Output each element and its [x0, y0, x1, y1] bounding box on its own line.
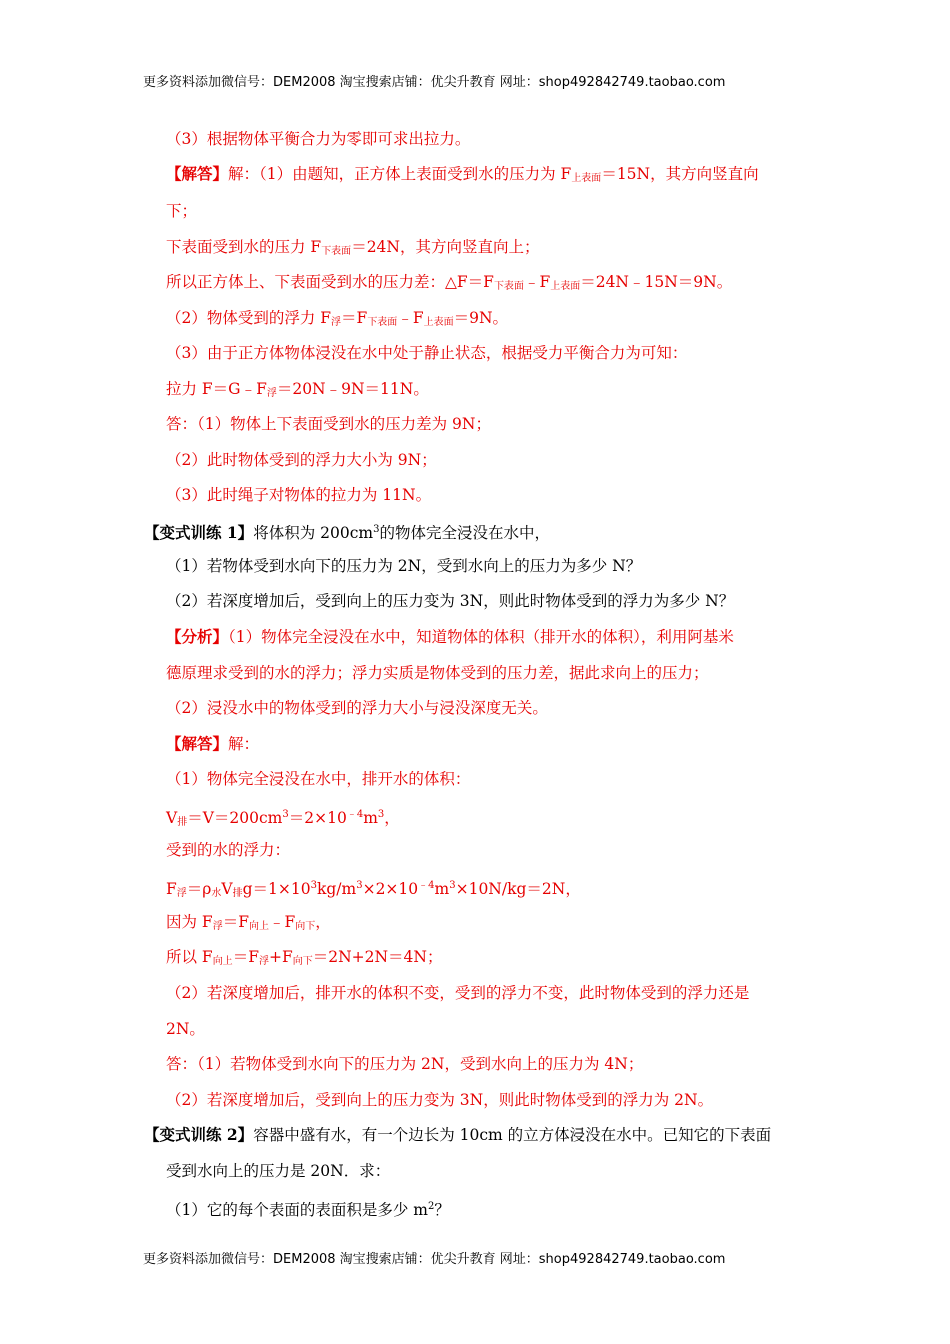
text-line: 因为 $F_浮=F_{向上}﹣F_{向下}$， [166, 913, 331, 932]
text-line: 下表面受到水的压力 $F_{下表面}=24N$，其方向竖直向上； [166, 238, 540, 257]
page-footer: 更多资料添加微信号：DEM2008 淘宝搜索店铺：优尖升教育 网址：shop492842749.taobao.com [143, 1252, 726, 1267]
text-line: （3）此时绳子对物体的拉力为 11N。 [166, 486, 432, 504]
text-line: 所以 $F_{向上}=F_浮+F_{向下}=2N+2N=4N$； [166, 948, 443, 967]
text-line: 【变式训练 1】将体积为 $200cm^3$的物体完全浸没在水中， [144, 523, 550, 542]
text-line: 2N。 [166, 1020, 205, 1038]
text-line: 所以正方体上、下表面受到水的压力差：$\triangle F=F_{下表面}﹣F_{上表面}=24N﹣15N=9N$。 [166, 273, 733, 292]
text-line: 拉力 $F=G﹣F_浮=20N﹣9N=11N$。 [166, 380, 429, 399]
text-line: $V_排=V=200cm^3=2\times 10^{﹣4}m^3$， [166, 809, 400, 828]
page-header: 更多资料添加微信号：DEM2008 淘宝搜索店铺：优尖升教育 网址：shop492842749.taobao.com [143, 75, 726, 90]
text-line: 【解答】解：（1）由题知，正方体上表面受到水的压力为 $F_{上表面}=15N$，其方向竖直向 [166, 164, 759, 184]
text-line: （2）浸没水中的物体受到的浮力大小与浸没深度无关。 [166, 699, 548, 717]
text-line: （3）根据物体平衡合力为零即可求出拉力。 [166, 130, 471, 148]
text-line: （2）物体受到的浮力 $F_浮=F_{下表面}﹣F_{上表面}=9N$。 [166, 309, 509, 328]
text-line: 德原理求受到的水的浮力；浮力实质是物体受到的压力差，据此求向上的压力； [166, 664, 709, 682]
text-line: $F_浮=\rho_水V_排g=1\times 10^3kg/m^3\times 2\times 10^{﹣4}m^3\times 10N/kg=2N$， [166, 880, 581, 899]
text-line: 下； [166, 202, 198, 220]
text-line: （1）物体完全浸没在水中，排开水的体积： [166, 770, 471, 788]
text-line: 【解答】解： [166, 734, 260, 753]
text-line: （1）若物体受到水向下的压力为 2N，受到水向上的压力为多少 N？ [166, 557, 642, 575]
text-line: 受到水向上的压力是 20N．求： [166, 1162, 391, 1180]
text-line: 答：（1）若物体受到水向下的压力为 2N，受到水向上的压力为 4N； [166, 1055, 644, 1073]
text-line: （2）若深度增加后，排开水的体积不变，受到的浮力不变，此时物体受到的浮力还是 [166, 984, 750, 1002]
text-line: （2）若深度增加后，受到向上的压力变为 3N，则此时物体受到的浮力为多少 N？ [166, 592, 735, 610]
text-line: 【分析】（1）物体完全浸没在水中，知道物体的体积（排开水的体积），利用阿基米 [166, 627, 734, 646]
text-line: （3）由于正方体物体浸没在水中处于静止状态，根据受力平衡合力为可知： [166, 344, 688, 362]
text-line: 受到的水的浮力： [166, 841, 291, 859]
text-line: （1）它的每个表面的表面积是多少 $m^2$？ [166, 1201, 450, 1219]
text-line: （2）若深度增加后，受到向上的压力变为 3N，则此时物体受到的浮力为 2N。 [166, 1091, 714, 1109]
text-line: （2）此时物体受到的浮力大小为 9N； [166, 451, 437, 469]
text-line: 答：（1）物体上下表面受到水的压力差为 9N； [166, 415, 491, 433]
text-line: 【变式训练 2】容器中盛有水，有一个边长为 10cm 的立方体浸没在水中。已知它的下表面 [144, 1125, 772, 1144]
